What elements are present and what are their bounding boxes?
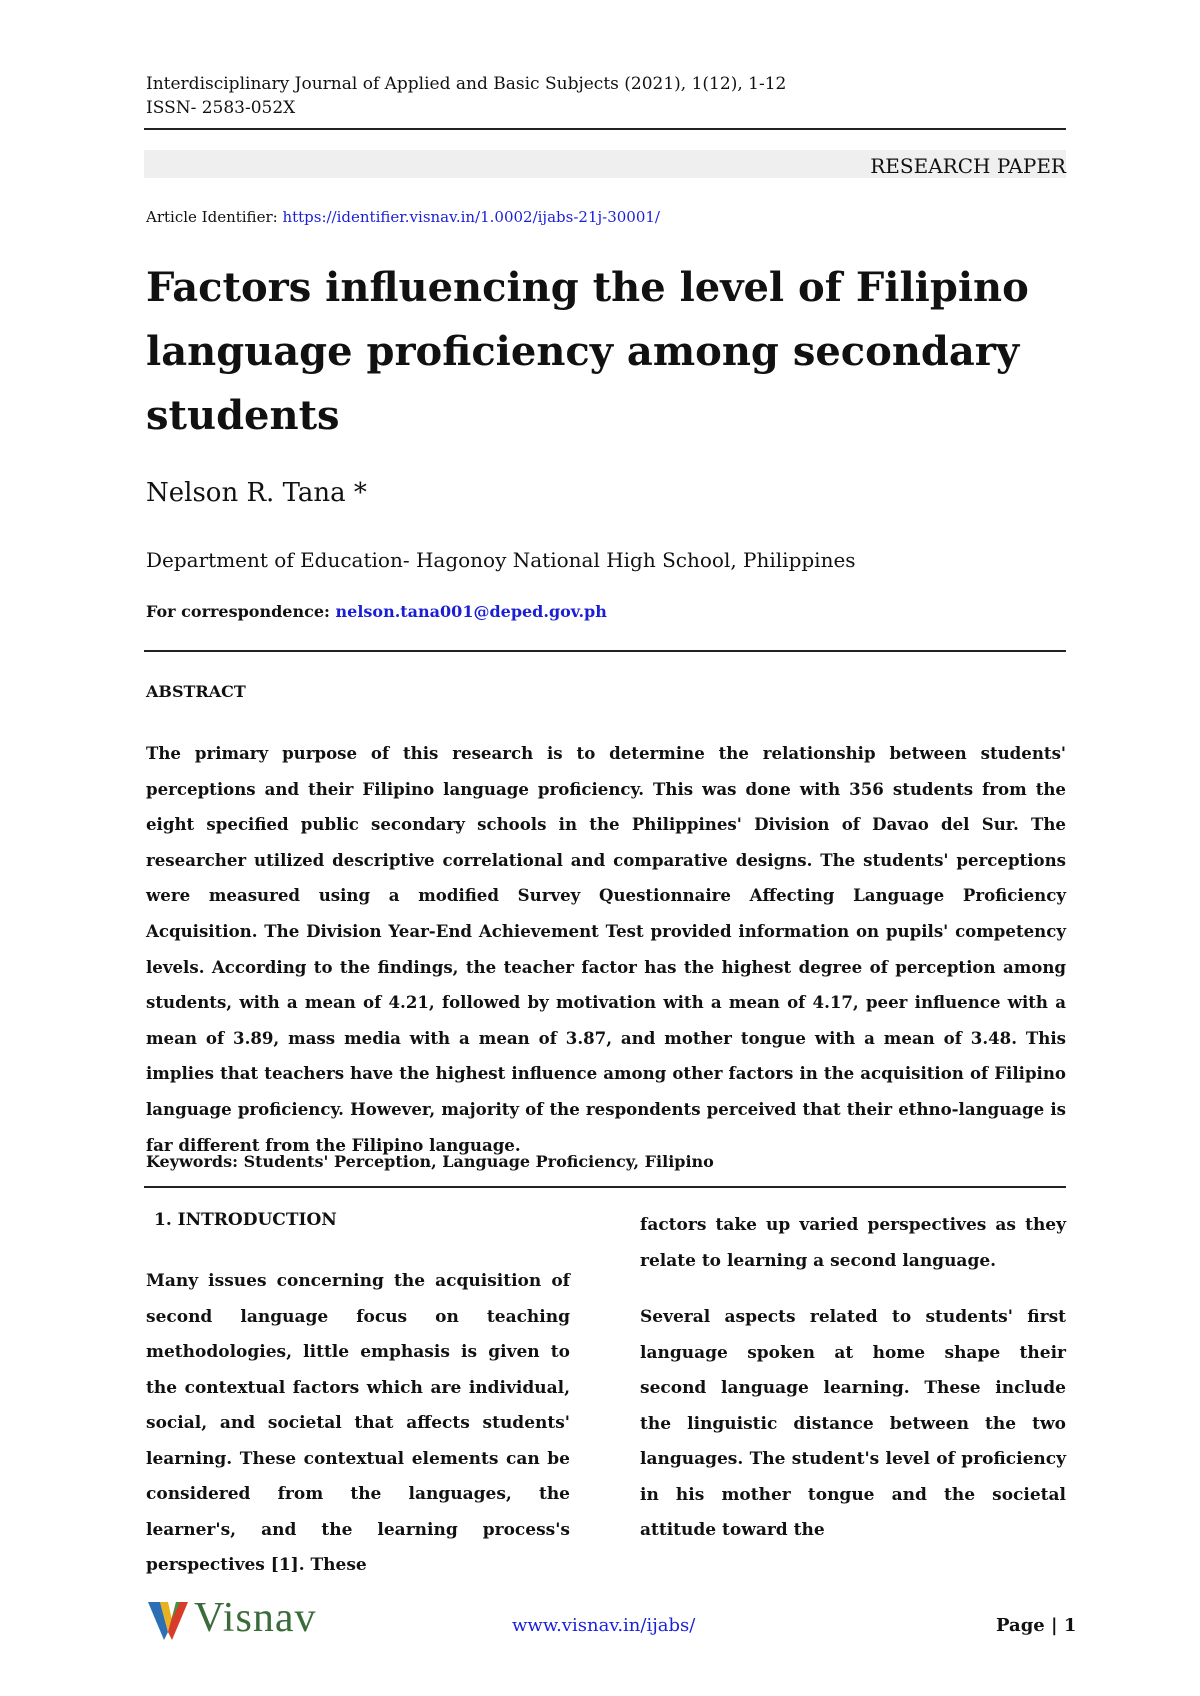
footer-site-link[interactable]: www.visnav.in/ijabs/ xyxy=(512,1615,696,1636)
identifier-link[interactable]: https://identifier.visnav.in/1.0002/ijabs-21j-30001/ xyxy=(282,208,660,226)
intro-paragraph-1: Many issues concerning the acquisition of second language focus on teaching methodologies, little emphasis is given to the contextual factors which are individual, social, and societal that affects students' learning. These contextual elements can be considered from the languages, the learner's, and the learning process's perspectives [1]. These xyxy=(146,1271,570,1575)
section-heading-introduction: 1. INTRODUCTION xyxy=(154,1210,337,1230)
correspondence-email-link[interactable]: nelson.tana001@deped.gov.ph xyxy=(335,602,607,621)
identifier-label: Article Identifier: xyxy=(146,208,283,226)
header-rule xyxy=(144,128,1066,130)
affiliation: Department of Education- Hagonoy National High School, Philippines xyxy=(146,548,856,572)
article-identifier xyxy=(146,208,660,226)
correspondence-label: For correspondence: xyxy=(146,602,336,621)
title-line-1: Factors influencing the level of Filipino xyxy=(146,264,1029,311)
journal-citation xyxy=(146,72,786,120)
visnav-logo-icon xyxy=(146,1596,190,1644)
left-column xyxy=(146,1264,570,1605)
keywords-rule xyxy=(144,1186,1066,1188)
logo-wordmark: Visnav xyxy=(194,1595,317,1641)
title-line-3: students xyxy=(146,392,340,439)
journal-line: Interdisciplinary Journal of Applied and Basic Subjects (2021), 1(12), 1-12 xyxy=(146,74,787,94)
title-line-2: language proficiency among secondary xyxy=(146,328,1020,375)
author-name: Nelson R. Tana * xyxy=(146,478,367,508)
abstract-top-rule xyxy=(144,650,1066,652)
research-paper-banner xyxy=(144,150,1066,178)
page-number: Page | 1 xyxy=(996,1615,1077,1636)
keywords: Keywords: Students' Perception, Language Proficiency, Filipino xyxy=(146,1152,714,1171)
correspondence xyxy=(146,602,607,621)
intro-paragraph-3: Several aspects related to students' first language spoken at home shape their second language learning. These include the linguistic distance between the two languages. The student's level of proficiency in his mother tongue and the societal attitude toward the xyxy=(640,1307,1066,1540)
intro-paragraph-2: factors take up varied perspectives as they relate to learning a second language. xyxy=(640,1215,1066,1271)
visnav-logo xyxy=(146,1596,346,1646)
banner-label: RESEARCH PAPER xyxy=(870,154,1066,178)
abstract-heading: ABSTRACT xyxy=(146,682,246,701)
article-title xyxy=(146,256,1066,448)
issn: ISSN- 2583-052X xyxy=(146,98,296,118)
abstract-text: The primary purpose of this research is to determine the relationship between students' perceptions and their Filipino language proficiency. This was done with 356 students from the eight specified public secondary schools in the Philippines' Division of Davao del Sur. The researcher utilized descriptive correlational and comparative designs. The students' perceptions were measured using a modified Survey Questionnaire Affecting Language Proficiency Acquisition. The Division Year-End Achievement Test provided information on pupils' competency levels. According to the findings, the teacher factor has the highest degree of perception among students, with a mean of 4.21, followed by motivation with a mean of 4.17, peer influence with a mean of 3.89, mass media with a mean of 3.87, and mother tongue with a mean of 3.48. This implies that teachers have the highest influence among other factors in the acquisition of Filipino language proficiency. However, majority of the respondents perceived that their ethno-language is far different from the Filipino language. xyxy=(146,743,1066,1155)
right-column xyxy=(640,1208,1066,1570)
